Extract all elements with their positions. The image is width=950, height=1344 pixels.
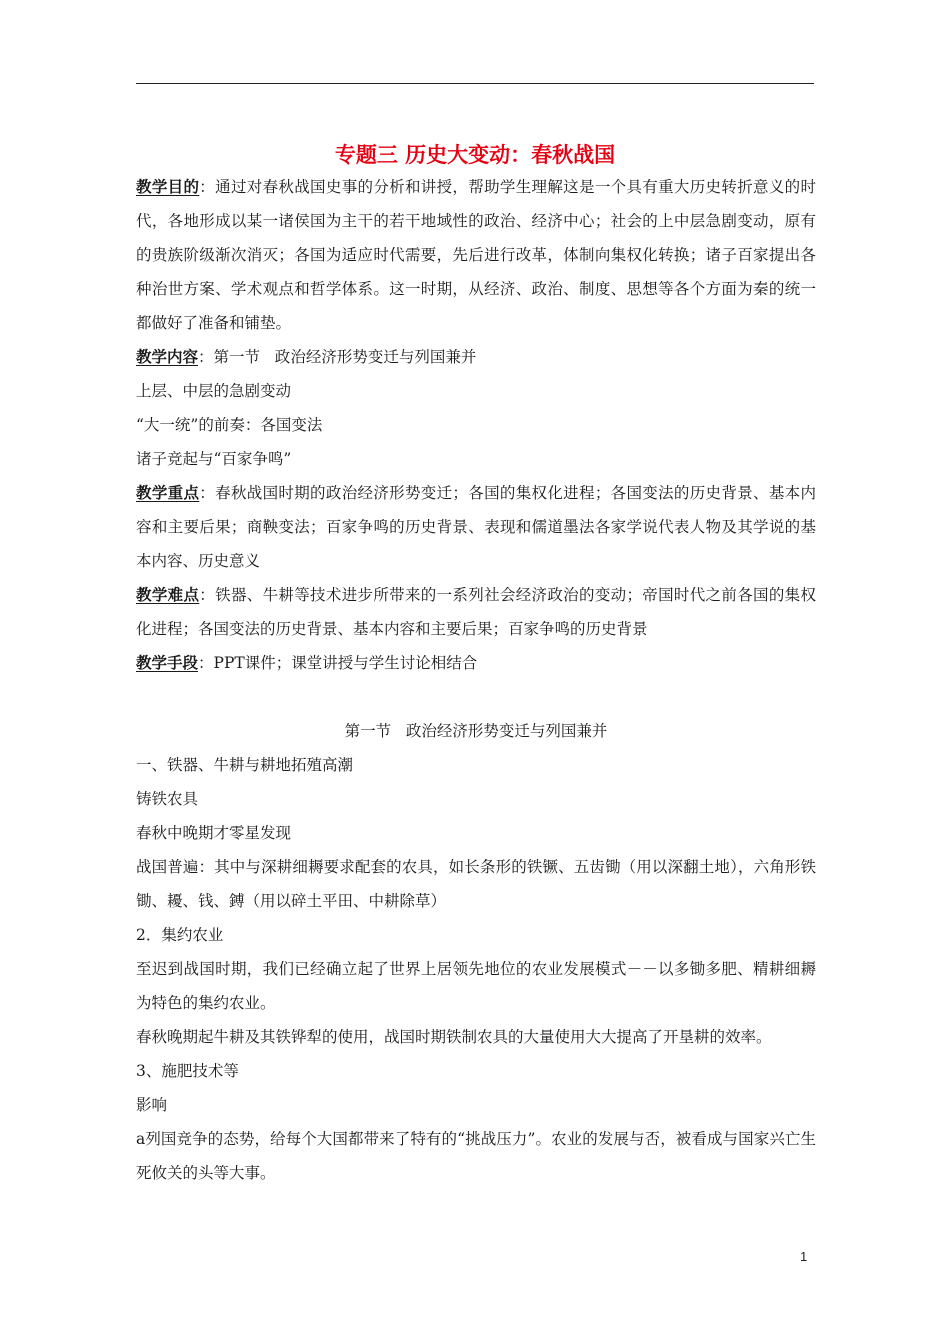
- body-line: 春秋晚期起牛耕及其铁铧犁的使用，战国时期铁制农具的大量使用大大提高了开垦耕的效率。: [136, 1028, 772, 1046]
- difficulties-label: 教学难点: [136, 585, 200, 604]
- body-line: 春秋中晚期才零星发现: [136, 824, 292, 842]
- page-number: 1: [800, 1249, 808, 1264]
- document-body: [136, 170, 816, 1190]
- key-points-text: 春秋战国时期的政治经济形势变迁；各国的集权化进程；各国变法的历史背景、基本内容和主要后果；商鞅变法；百家争鸣的历史背景、表现和儒道墨法各家学说代表人物及其学说的基本内容、历史意义: [136, 484, 816, 570]
- header-rule: [136, 83, 814, 84]
- body-line: 一、铁器、牛耕与耕地拓殖高潮: [136, 756, 354, 774]
- document-title: 专题三 历史大变动：春秋战国: [334, 142, 616, 167]
- content-label: 教学内容: [136, 347, 199, 366]
- objective-paragraph: 教学目的：通过对春秋战国史事的分析和讲授，帮助学生理解这是一个具有重大历史转折意义的时代，各地形成以某一诸侯国为主干的若干地域性的政治、经济中心；社会的上中层急剧变动，原有的贵族阶级渐次消灭；各国为适应时代需要，先后进行改革，体制向集权化转换；诸子百家提出各种治世方案、学术观点和哲学体系。这一时期，从经济、政治、制度、思想等各个方面为秦的统一都做好了准备和铺垫。: [136, 177, 816, 332]
- body-line: 影响: [136, 1096, 168, 1114]
- section-heading: 第一节 政治经济形势变迁与列国兼并: [344, 722, 608, 740]
- content-item: “大一统”的前奏：各国变法: [136, 416, 323, 434]
- difficulties-paragraph: 教学难点：铁器、牛耕等技术进步所带来的一系列社会经济政治的变动；帝国时代之前各国的集权化进程；各国变法的历史背景、基本内容和主要后果；百家争鸣的历史背景: [136, 585, 816, 638]
- content-item: 诸子竞起与“百家争鸣”: [136, 450, 292, 468]
- content-item: 上层、中层的急剧变动: [136, 382, 292, 400]
- objective-label: 教学目的: [136, 177, 200, 196]
- methods-label: 教学手段: [136, 653, 199, 672]
- body-line: 铸铁农具: [136, 790, 199, 808]
- content-first: 第一节 政治经济形势变迁与列国兼并: [213, 348, 477, 366]
- body-line: 2．集约农业: [136, 926, 224, 944]
- difficulties-text: 铁器、牛耕等技术进步所带来的一系列社会经济政治的变动；帝国时代之前各国的集权化进程；各国变法的历史背景、基本内容和主要后果；百家争鸣的历史背景: [136, 586, 816, 638]
- objective-text: 通过对春秋战国史事的分析和讲授，帮助学生理解这是一个具有重大历史转折意义的时代，各地形成以某一诸侯国为主干的若干地域性的政治、经济中心；社会的上中层急剧变动，原有的贵族阶级渐次消灭；各国为适应时代需要，先后进行改革，体制向集权化转换；诸子百家提出各种治世方案、学术观点和哲学体系。这一时期，从经济、政治、制度、思想等各个方面为秦的统一都做好了准备和铺垫。: [136, 178, 816, 332]
- body-line: 战国普遍：其中与深耕细耨要求配套的农具，如长条形的铁镢、五齿锄（用以深翻土地），六角形铁锄、耰、钱、鎛（用以碎土平田、中耕除草）: [136, 858, 816, 910]
- methods-paragraph: 教学手段：PPT课件；课堂讲授与学生讨论相结合: [136, 653, 478, 672]
- body-line: 3、施肥技术等: [136, 1062, 239, 1080]
- key-points-label: 教学重点: [136, 483, 200, 502]
- body-line: a列国竞争的态势，给每个大国都带来了特有的“挑战压力”。农业的发展与否，被看成与国家兴亡生死攸关的头等大事。: [136, 1130, 816, 1182]
- key-points-paragraph: 教学重点：春秋战国时期的政治经济形势变迁；各国的集权化进程；各国变法的历史背景、基本内容和主要后果；商鞅变法；百家争鸣的历史背景、表现和儒道墨法各家学说代表人物及其学说的基本内容、历史意义: [136, 483, 816, 570]
- methods-text: PPT课件；课堂讲授与学生讨论相结合: [213, 654, 478, 672]
- spacer: [136, 680, 816, 714]
- body-line: 至迟到战国时期，我们已经确立起了世界上居领先地位的农业发展模式－－以多锄多肥、精耕细耨为特色的集约农业。: [136, 960, 816, 1012]
- content-paragraph: 教学内容：第一节 政治经济形势变迁与列国兼并: [136, 347, 477, 366]
